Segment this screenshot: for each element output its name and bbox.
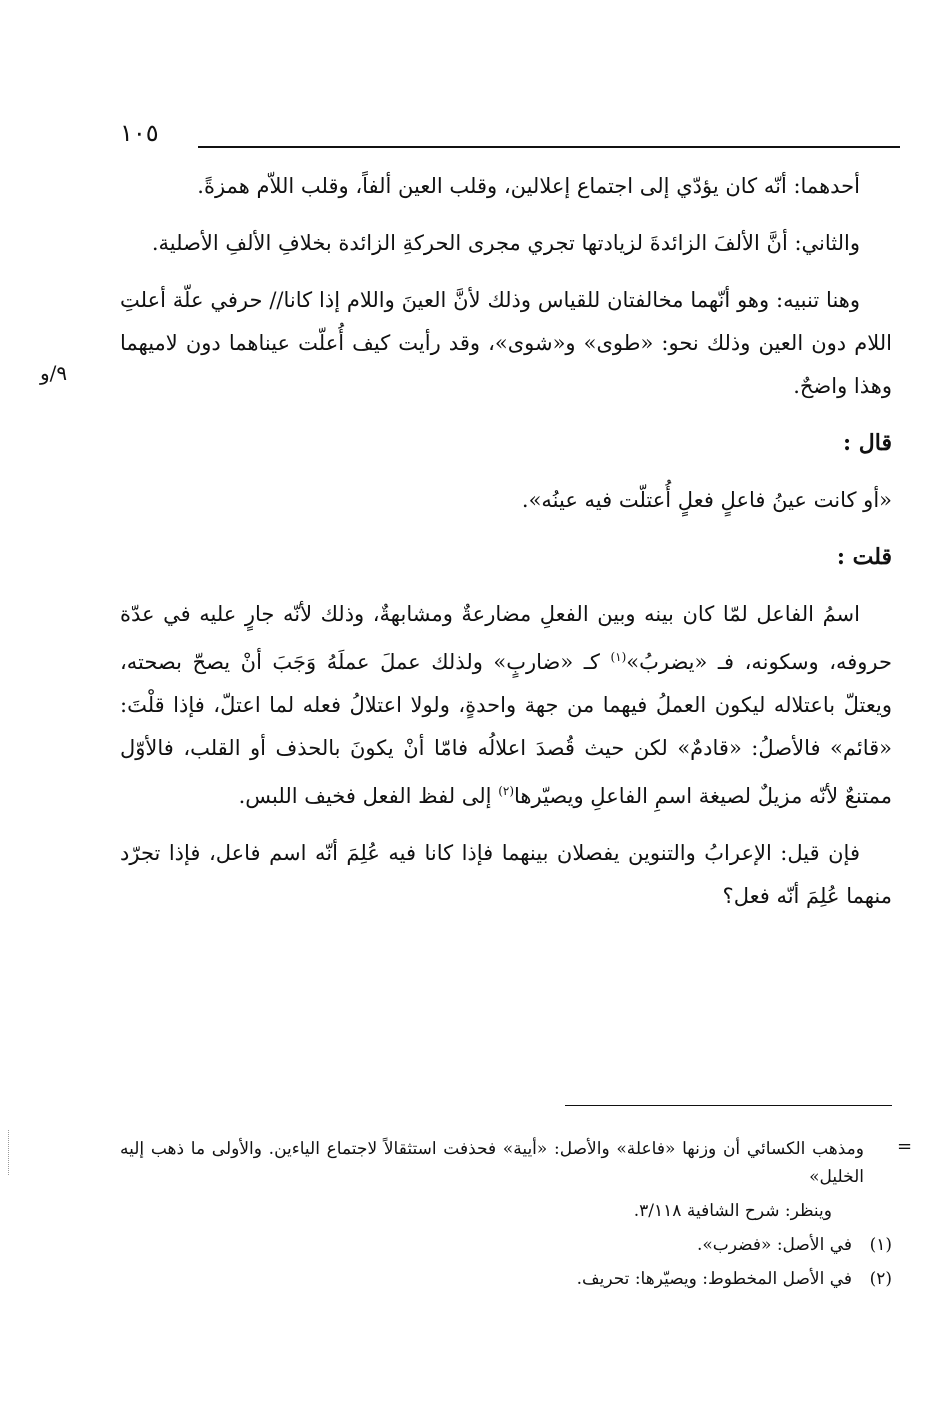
paragraph-note: وهنا تنبيه: وهو أنّهما مخالفتان للقياس وذلك لأنَّ العينَ واللام إذا كانا// حرفي علّة أعلتِ اللام دون العين وذلك نحو: «طوى» و«شوى»، وقد رأيت كيف أُعلّت عيناهما دون لاميهما وهذا واضحٌ. [120, 288, 892, 398]
quoted-text: «أو كانت عينُ فاعلٍ فعلٍ أُعتلّت فيه عينُه». [521, 488, 892, 512]
footnotes [120, 1135, 892, 1299]
paragraph-explanation-part-b: كـ «ضاربٍ» ولذلك عملَ عملَهُ وَجَبَ أنْ يصحّ بصحته، ويعتلّ باعتلاله ليكون العملُ فيهما من جهة واحدةٍ، ولولا اعتلالُ فعله لما اعتلّ، فإذا قلْتَ: «قائم» فالأصلُ: «قادمٌ» لكن حيث قُصدَ اعلالُه فامّا أنْ يكونَ بالحذف أو القلب، فالأوّل ممتنعٌ لأنّه مزيلٌ لصيغة اسمِ الفاعلِ ويصيّرها [120, 650, 892, 808]
scan-edge-mark [8, 1130, 10, 1175]
heading-qal: قال : [843, 430, 892, 456]
paragraph-explanation-part-c: إلى لفظ الفعل فخيف اللبس. [238, 784, 499, 808]
continuation-mark: = [897, 1136, 913, 1157]
footnote-1 [120, 1231, 892, 1259]
heading-qult: قلت : [836, 544, 892, 570]
footnote-reference: وينظر: شرح الشافية ٣/١١٨. [633, 1201, 832, 1221]
footnote-1-text: في الأصل: «فضرب». [696, 1235, 852, 1255]
footnote-rule [565, 1105, 892, 1106]
page-header [120, 118, 900, 154]
paragraph-objection: فإن قيل: الإعرابُ والتنوين يفصلان بينهما فإذا كانا فيه عُلِمَ أنّه اسم فاعل، فإذا تجرّد منهما عُلِمَ أنّه فعل؟ [120, 841, 892, 908]
footnote-continued: ومذهب الكسائي أن وزنها «فاعلة» والأصل: «أيية» فحذفت استثقالاً لاجتماع الياءين. والأولى ما ذهب إليه الخليل» [120, 1139, 864, 1187]
footnote-ref-2: (٢) [498, 784, 515, 798]
margin-folio-note: ٩/و [40, 361, 68, 385]
footnote-2 [120, 1265, 892, 1293]
footnote-2-number: (٢) [869, 1269, 892, 1289]
main-text [120, 165, 892, 932]
footnote-2-text: في الأصل المخطوط: ويصيّرها: تحريف. [576, 1269, 852, 1289]
header-rule [198, 146, 900, 148]
footnote-1-number: (١) [869, 1235, 892, 1255]
paragraph-explanation-part-a: اسمُ الفاعل لمّا كان بينه وبين الفعلِ مضارعةٌ ومشابهةٌ، وذلك لأنّه جارٍ عليه في عدّة حروفه، وسكونه، فـ «يضربُ» [120, 602, 892, 674]
paragraph-explanation [120, 593, 892, 818]
footnote-ref-1: (١) [610, 650, 627, 664]
page-number: ١٠٥ [120, 119, 159, 147]
paragraph-first-reason: أحدهما: أنّه كان يؤدّي إلى اجتماع إعلالين، وقلب العين ألفاً، وقلب اللاّم همزةً. [197, 174, 860, 198]
paragraph-second-reason: والثاني: أنَّ الألفَ الزائدةَ لزيادتها تجري مجرى الحركةِ الزائدة بخلافِ الألفِ الأصلية. [151, 231, 860, 255]
